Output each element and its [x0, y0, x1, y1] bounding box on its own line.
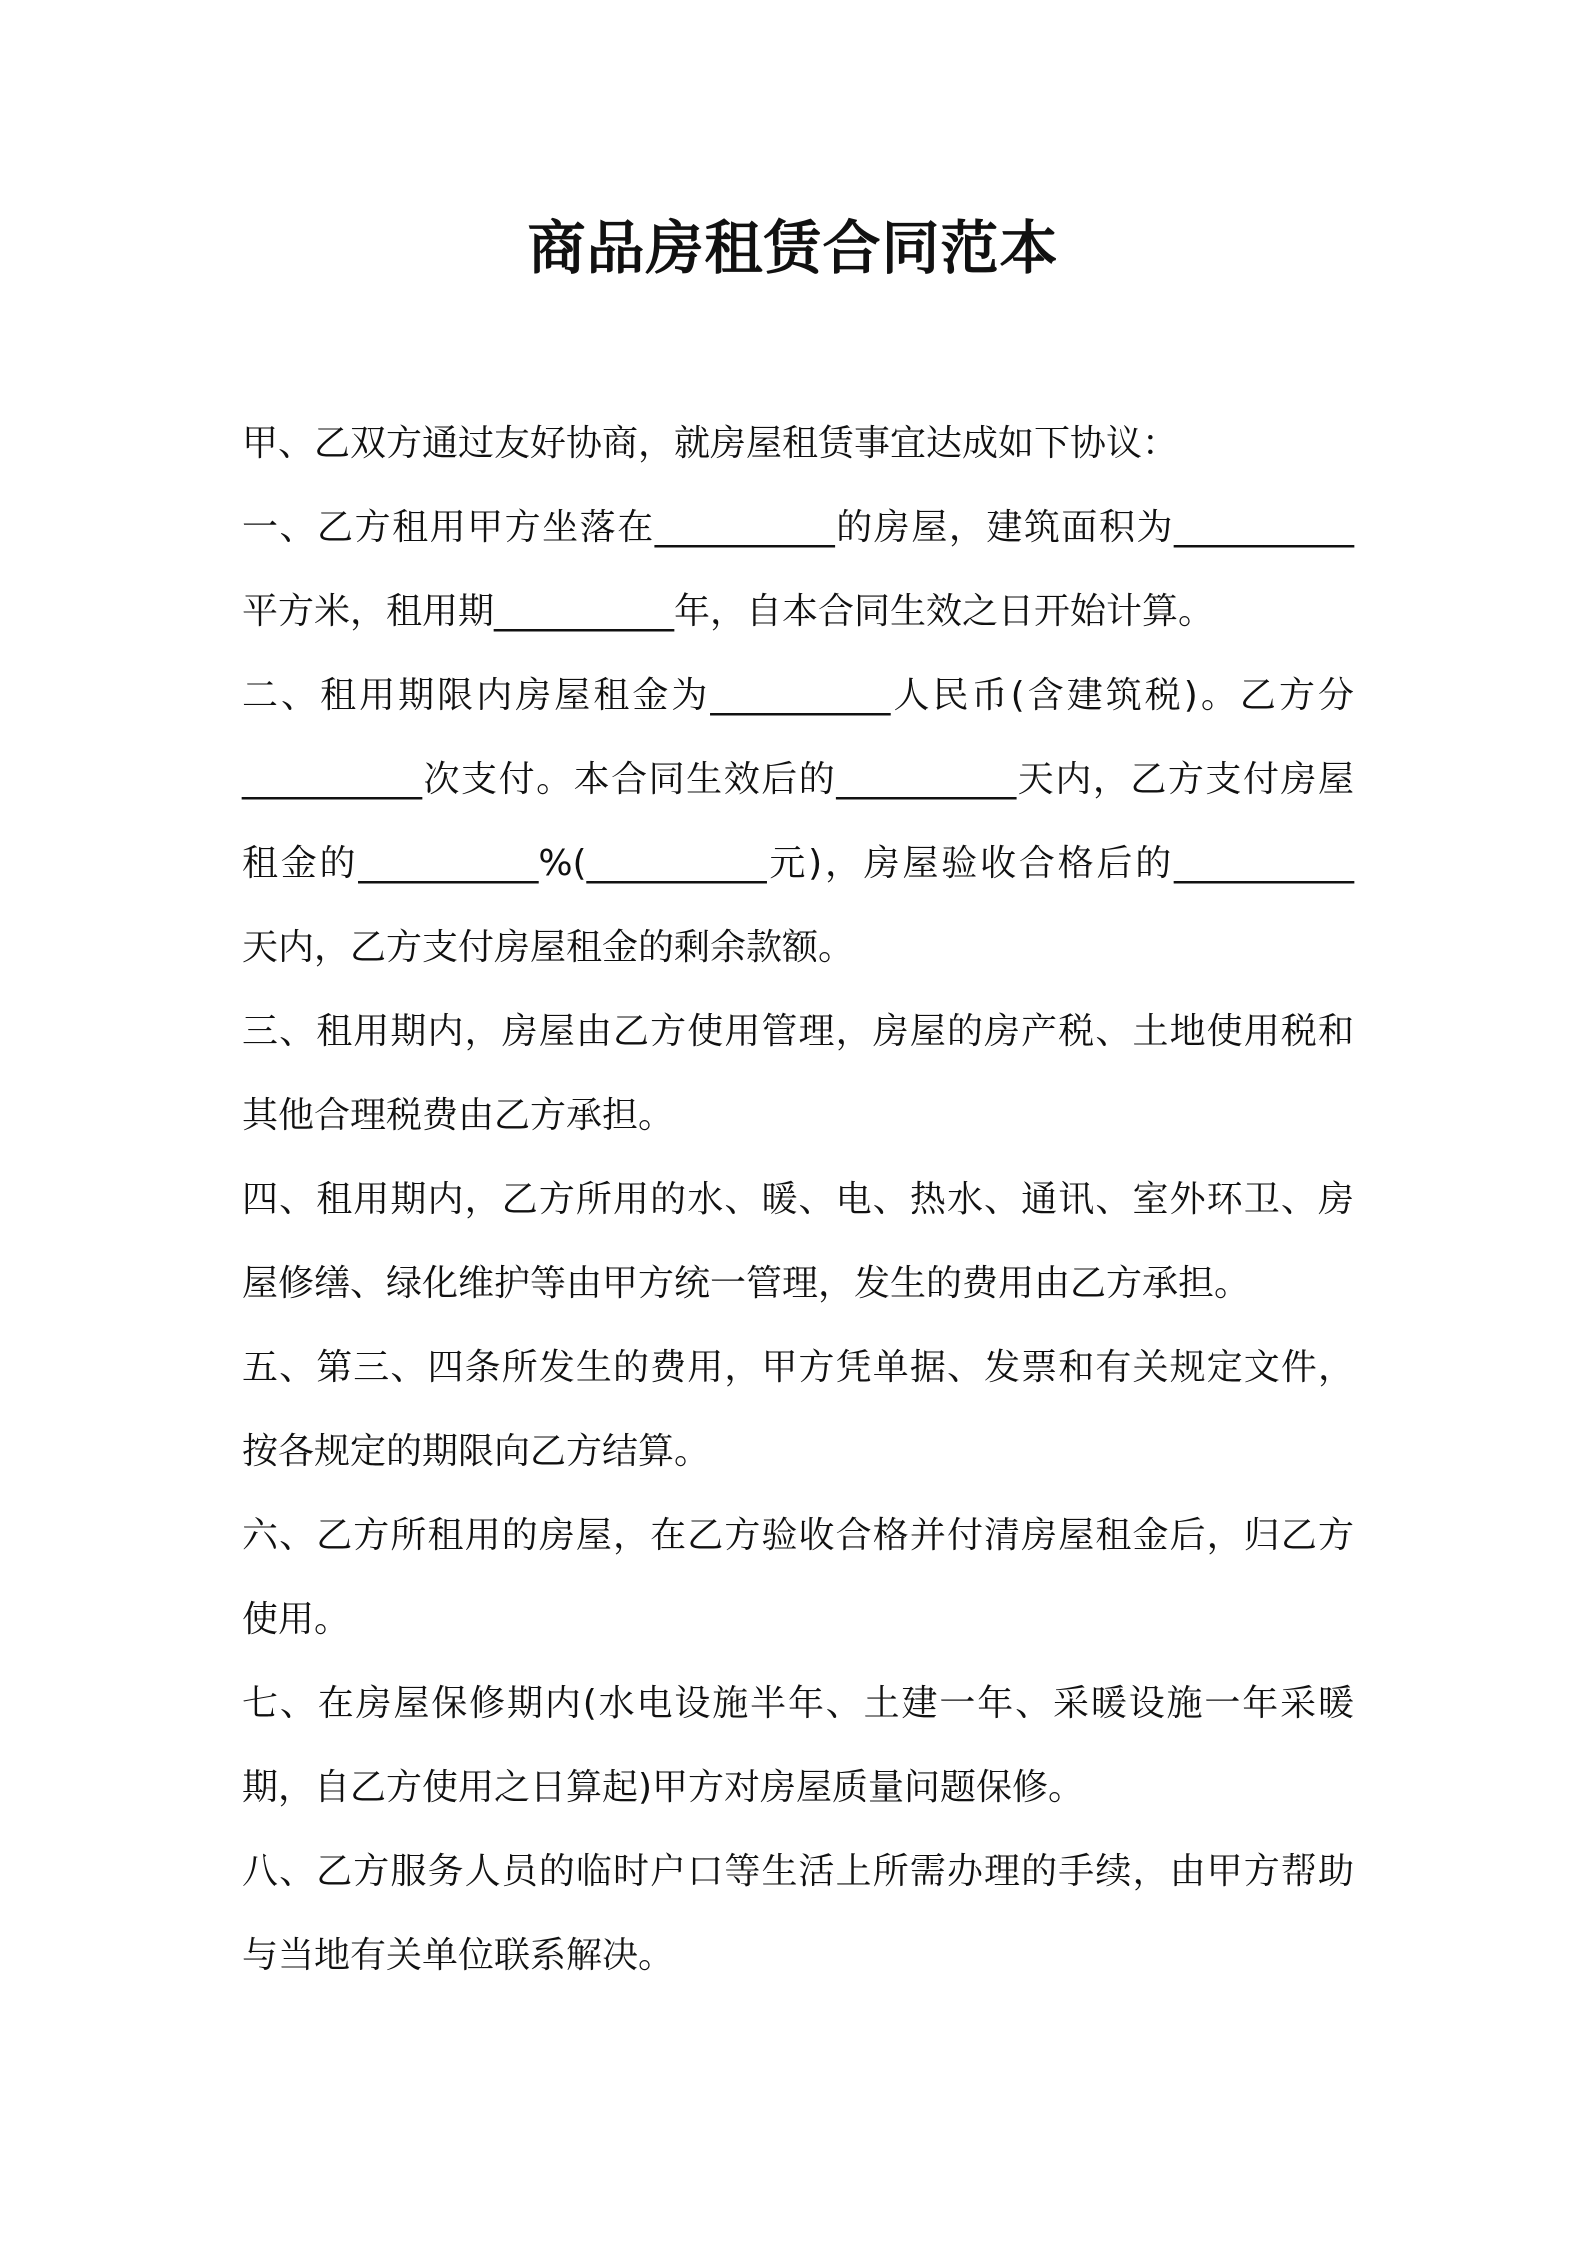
- preamble-line: 甲、乙双方通过友好协商，就房屋租赁事宜达成如下协议：: [242, 423, 1179, 464]
- clause-5-line-2: 按各规定的期限向乙方结算。: [242, 1431, 711, 1472]
- clause-2-line-3: 租金的__________%(__________元)，房屋验收合格后的__________: [242, 843, 1354, 884]
- clause-8-line-2: 与当地有关单位联系解决。: [242, 1935, 675, 1976]
- contract-body: [242, 402, 1354, 1998]
- clause-1-line-1: 一、乙方租用甲方坐落在__________的房屋，建筑面积为__________: [242, 507, 1354, 548]
- clause-3-line-2: 其他合理税费由乙方承担。: [242, 1095, 675, 1136]
- clause-8-line-1: 八、乙方服务人员的临时户口等生活上所需办理的手续，由甲方帮助: [242, 1851, 1354, 1892]
- clause-6-line-2: 使用。: [242, 1599, 351, 1640]
- clause-2-line-4: 天内，乙方支付房屋租金的剩余款额。: [242, 927, 855, 968]
- clause-5-line-1: 五、第三、四条所发生的费用，甲方凭单据、发票和有关规定文件，: [242, 1347, 1354, 1388]
- clause-6-line-1: 六、乙方所租用的房屋，在乙方验收合格并付清房屋租金后，归乙方: [242, 1515, 1354, 1556]
- clause-2-line-1: 二、租用期限内房屋租金为__________人民币(含建筑税)。乙方分: [242, 675, 1354, 716]
- document-title: 商品房租赁合同范本: [527, 214, 1059, 282]
- clause-7-line-1: 七、在房屋保修期内(水电设施半年、土建一年、采暖设施一年采暖: [242, 1683, 1354, 1724]
- clause-4-line-1: 四、租用期内，乙方所用的水、暖、电、热水、通讯、室外环卫、房: [242, 1179, 1354, 1220]
- clause-2-line-2: __________次支付。本合同生效后的__________天内，乙方支付房屋: [242, 759, 1354, 800]
- clause-1-line-2: 平方米，租用期__________年，自本合同生效之日开始计算。: [242, 591, 1215, 632]
- clause-7-line-2: 期，自乙方使用之日算起)甲方对房屋质量问题保修。: [242, 1767, 1085, 1808]
- clause-4-line-2: 屋修缮、绿化维护等由甲方统一管理，发生的费用由乙方承担。: [242, 1263, 1251, 1304]
- clause-3-line-1: 三、租用期内，房屋由乙方使用管理，房屋的房产税、土地使用税和: [242, 1011, 1354, 1052]
